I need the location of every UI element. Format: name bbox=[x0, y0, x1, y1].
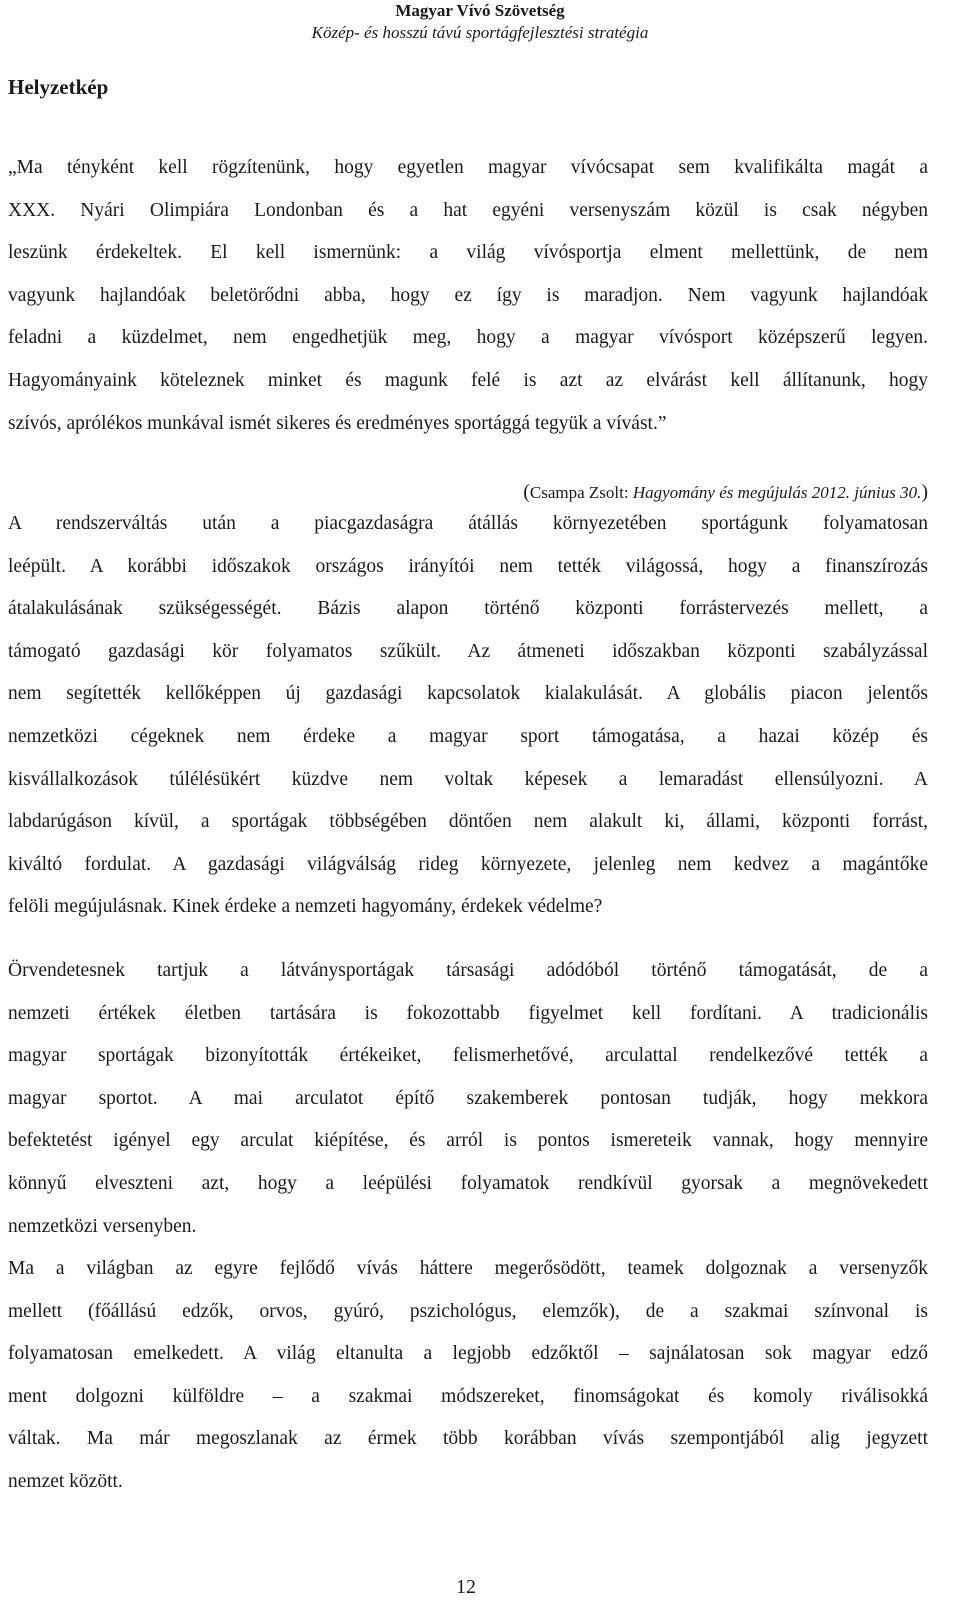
paragraph-line: nemzeti értékek életben tartására is fokozottabb figyelmet kell fordítani. A tradicionális bbox=[8, 1002, 928, 1024]
paragraph-line: nemzetközi cégeknek nem érdeke a magyar sport támogatása, a hazai közép és bbox=[8, 725, 928, 747]
citation-author: Csampa Zsolt: bbox=[529, 483, 633, 502]
paragraph-line: kisvállalkozások túlélésükért küzdve nem voltak képesek a lemaradást ellensúlyozni. A bbox=[8, 768, 928, 790]
paragraph-line: leépült. A korábbi időszakok országos irányítói nem tették világossá, hogy a finanszírozás bbox=[8, 555, 928, 577]
paragraph-line: folyamatosan emelkedett. A világ eltanulta a legjobb edzőktől – sajnálatosan sok magyar edző bbox=[8, 1343, 928, 1365]
paragraph-line: könnyű elveszteni azt, hogy a leépülési folyamatok rendkívül gyorsak a megnövekedett bbox=[8, 1172, 928, 1194]
quote-line: „Ma tényként kell rögzítenünk, hogy egyetlen magyar vívócsapat sem kvalifikálta magát a bbox=[8, 157, 928, 178]
section-heading: Helyzetkép bbox=[8, 75, 109, 99]
quote-line: leszünk érdekeltek. El kell ismernünk: a világ vívósportja elment mellettünk, de nem bbox=[8, 242, 928, 264]
paragraph-line: Ma a világban az egyre fejlődő vívás háttere megerősödött, teamek dolgoznak a versenyzők bbox=[8, 1258, 928, 1279]
body-paragraph bbox=[8, 503, 928, 929]
quote-line: XXX. Nyári Olimpiára Londonban és a hat egyéni versenyszám közül is csak négyben bbox=[8, 199, 928, 221]
paragraph-line: felöli megújulásnak. Kinek érdeke a nemzeti hagyomány, érdekek védelme? bbox=[8, 896, 603, 918]
paragraph-line: átalakulásának szükségességét. Bázis alapon történő központi forrástervezés mellett, a bbox=[8, 598, 928, 620]
quote-line: feladni a küzdelmet, nem engedhetjük meg, hogy a magyar vívósport középszerű legyen. bbox=[8, 327, 928, 349]
page-number: 12 bbox=[456, 1576, 476, 1598]
paragraph-line: nemzet között. bbox=[8, 1470, 123, 1492]
paragraph-line: ment dolgozni külföldre – a szakmai módszereket, finomságokat és komoly riválisokká bbox=[8, 1385, 928, 1407]
paragraph-line: támogató gazdasági kör folyamatos szűkült. Az átmeneti időszakban központi szabályzással bbox=[8, 640, 928, 662]
quote-line: Hagyományaink köteleznek minket és magunk felé is azt az elvárást kell állítanunk, hogy bbox=[8, 369, 928, 391]
quote-line: vagyunk hajlandóak beletörődni abba, hogy ez így is maradjon. Nem vagyunk hajlandóak bbox=[8, 284, 928, 306]
paragraph-line: mellett (főállású edzők, orvos, gyúró, pszichológus, elemzők), de a szakmai színvonal is bbox=[8, 1300, 928, 1322]
paragraph-line: nemzetközi versenyben. bbox=[8, 1215, 197, 1237]
paragraph-line: kiváltó fordulat. A gazdasági világválság rideg környezete, jelenleg nem kedvez a magántőke bbox=[8, 853, 928, 875]
paragraph-line: labdarúgáson kívül, a sportágak többségében döntően nem alakult ki, állami, központi forrást, bbox=[8, 811, 928, 833]
header-subtitle: Közép- és hosszú távú sportágfejlesztési stratégia bbox=[311, 23, 649, 42]
citation-source: Hagyomány és megújulás 2012. június 30. bbox=[632, 483, 922, 502]
citation-close: ) bbox=[921, 481, 928, 503]
body-paragraph bbox=[8, 950, 928, 1248]
paragraph-line: Örvendetesnek tartjuk a látványsportágak társasági adódóból történő támogatását, de a bbox=[8, 960, 928, 981]
paragraph-line: befektetést igényel egy arculat kiépítése, és arról is pontos ismereteik vannak, hogy mennyire bbox=[8, 1130, 928, 1152]
paragraph-line: A rendszerváltás után a piacgazdaságra átállás környezetében sportágunk folyamatosan bbox=[8, 513, 928, 534]
paragraph-line: magyar sportágak bizonyították értékeiket, felismerhetővé, arculattal rendelkezővé tették a bbox=[8, 1045, 928, 1067]
quote-paragraph bbox=[8, 147, 928, 445]
paragraph-line: váltak. Ma már megoszlanak az érmek több korábban vívás szempontjából alig jegyzett bbox=[8, 1428, 928, 1450]
paragraph-line: magyar sportot. A mai arculatot építő szakemberek pontosan tudják, hogy mekkora bbox=[8, 1087, 928, 1109]
body-paragraph bbox=[8, 1248, 928, 1504]
header-title: Magyar Vívó Szövetség bbox=[395, 1, 565, 20]
paragraph-line: nem segítették kellőképpen új gazdasági kapcsolatok kialakulását. A globális piacon jelentős bbox=[8, 683, 928, 705]
quote-line: szívós, aprólékos munkával ismét sikeres és eredményes sportággá tegyük a vívást.” bbox=[8, 412, 667, 434]
citation-open: ( bbox=[523, 481, 530, 503]
quote-citation bbox=[523, 480, 928, 505]
